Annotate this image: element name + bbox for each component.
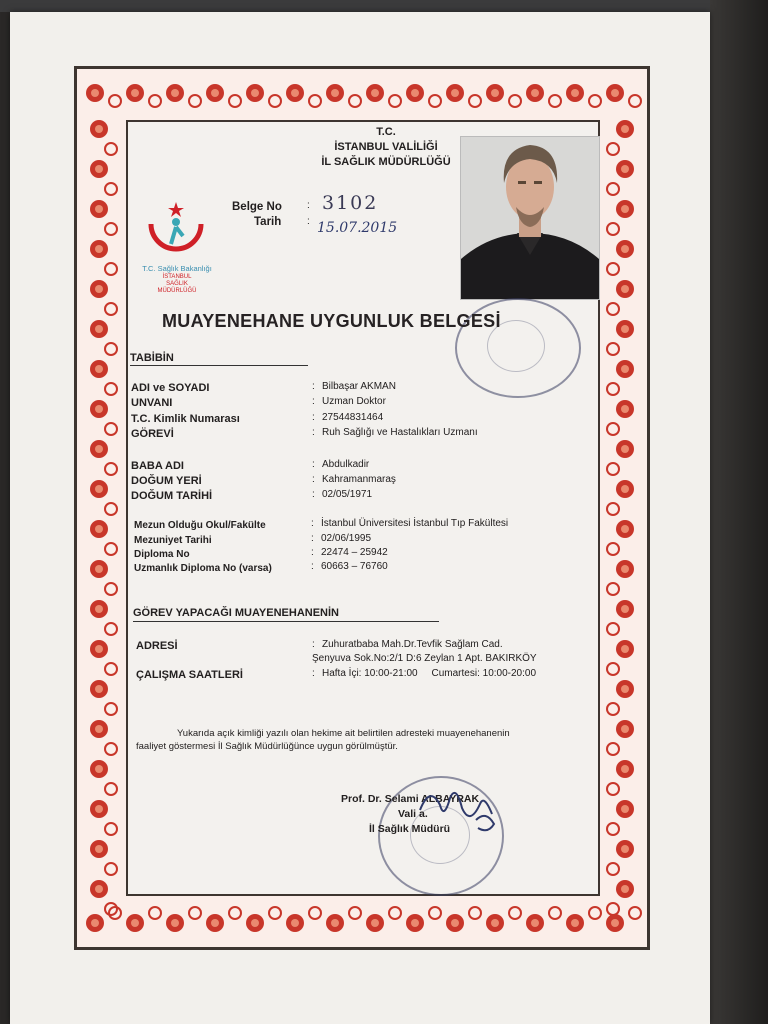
colon: : xyxy=(312,396,315,407)
vine-swirl xyxy=(607,903,619,915)
flower-motif xyxy=(206,84,224,102)
vine-swirl xyxy=(607,823,619,835)
vine-swirl xyxy=(607,223,619,235)
vine-swirl xyxy=(607,703,619,715)
flower-motif xyxy=(86,914,104,932)
flower-motif xyxy=(90,600,108,618)
flower-motif xyxy=(406,914,424,932)
portrait-image xyxy=(461,137,599,299)
field-label: UNVANI xyxy=(131,397,173,409)
vine-swirl xyxy=(349,95,361,107)
vine-swirl xyxy=(105,263,117,275)
vine-swirl xyxy=(229,95,241,107)
colon: : xyxy=(311,533,314,544)
colon: : xyxy=(312,474,315,485)
vine-swirl xyxy=(429,95,441,107)
handwritten-signature xyxy=(410,780,500,840)
section-title-tabib: TABİBİN xyxy=(130,352,174,364)
vine-swirl xyxy=(469,95,481,107)
vine-swirl xyxy=(607,303,619,315)
field-label: DOĞUM TARİHİ xyxy=(131,490,213,502)
field-label: BABA ADI xyxy=(131,460,184,472)
vine-swirl xyxy=(607,143,619,155)
vine-swirl xyxy=(105,463,117,475)
vine-swirl xyxy=(589,95,601,107)
vine-swirl xyxy=(105,343,117,355)
statement-line1: Yukarıda açık kimliği yazılı olan hekime ait belirtilen adresteki muayenehanenin xyxy=(177,728,510,739)
flower-motif xyxy=(526,914,544,932)
vine-swirl xyxy=(607,623,619,635)
vine-swirl xyxy=(469,907,481,919)
flower-motif xyxy=(246,84,264,102)
document-title: MUAYENEHANE UYGUNLUK BELGESİ xyxy=(162,311,501,331)
tarih-handwritten-value: 15.07.2015 xyxy=(317,220,398,236)
flower-motif xyxy=(616,280,634,298)
vine-swirl xyxy=(105,303,117,315)
belge-no-label: Belge No xyxy=(232,201,282,213)
vine-swirl xyxy=(607,543,619,555)
flower-motif xyxy=(126,914,144,932)
vine-swirl xyxy=(105,143,117,155)
tarih-label: Tarih xyxy=(254,216,282,228)
flower-motif xyxy=(606,914,624,932)
adres-line2: Şenyuva Sok.No:2/1 D:6 Zeylan 1 Apt. BAKIRKÖY xyxy=(312,653,537,664)
adres-line1: Zuhuratbaba Mah.Dr.Tevfik Sağlam Cad. xyxy=(322,639,503,650)
field-value: 02/05/1971 xyxy=(322,489,373,500)
logo-text-saglik: SAĞLIK xyxy=(166,281,188,287)
logo-text-mudurluk: MÜDÜRLÜĞÜ xyxy=(157,288,197,294)
flower-motif xyxy=(286,84,304,102)
colon: : xyxy=(312,459,315,470)
colon: : xyxy=(311,518,314,529)
flower-motif xyxy=(616,200,634,218)
field-label: GÖREVİ xyxy=(131,428,174,440)
vine-swirl xyxy=(105,863,117,875)
vine-swirl xyxy=(349,907,361,919)
field-value: 02/06/1995 xyxy=(321,533,372,544)
header-mudurluk: İL SAĞLIK MÜDÜRLÜĞÜ xyxy=(321,156,451,168)
vine-swirl xyxy=(629,907,641,919)
vine-swirl xyxy=(189,95,201,107)
belge-no-value: 3102 xyxy=(322,192,379,214)
vine-swirl xyxy=(105,543,117,555)
field-label: T.C. Kimlik Numarası xyxy=(131,413,240,425)
vine-swirl xyxy=(607,663,619,675)
field-label: Diploma No xyxy=(134,549,190,560)
flower-motif xyxy=(616,760,634,778)
vine-swirl xyxy=(309,907,321,919)
flower-motif xyxy=(406,84,424,102)
doctor-photo xyxy=(460,136,600,300)
colon: : xyxy=(312,412,315,423)
flower-motif xyxy=(616,640,634,658)
vine-swirl xyxy=(105,623,117,635)
flower-motif xyxy=(566,914,584,932)
flower-motif xyxy=(90,160,108,178)
vine-swirl xyxy=(607,583,619,595)
flower-motif xyxy=(326,914,344,932)
vine-swirl xyxy=(607,263,619,275)
flower-motif xyxy=(366,914,384,932)
flower-motif xyxy=(616,720,634,738)
flower-motif xyxy=(446,914,464,932)
statement-line2: faaliyet göstermesi İl Sağlık Müdürlüğünce uygun görülmüştür. xyxy=(136,741,398,752)
flower-motif xyxy=(616,800,634,818)
flower-motif xyxy=(286,914,304,932)
flower-motif xyxy=(90,800,108,818)
vine-swirl xyxy=(309,95,321,107)
calisma-saatleri-label: ÇALIŞMA SAATLERİ xyxy=(136,669,243,681)
vine-swirl xyxy=(607,343,619,355)
vine-swirl xyxy=(269,907,281,919)
field-label: DOĞUM YERİ xyxy=(131,475,202,487)
vine-swirl xyxy=(549,95,561,107)
flower-motif xyxy=(616,360,634,378)
vine-swirl xyxy=(105,703,117,715)
colon: : xyxy=(312,427,315,438)
flower-motif xyxy=(90,520,108,538)
field-value: Kahramanmaraş xyxy=(322,474,396,485)
field-value: İstanbul Üniversitesi İstanbul Tıp Fakültesi xyxy=(321,518,509,529)
vine-swirl xyxy=(589,907,601,919)
flower-motif xyxy=(90,840,108,858)
flower-motif xyxy=(486,84,504,102)
vine-swirl xyxy=(105,783,117,795)
flower-motif xyxy=(526,84,544,102)
flower-motif xyxy=(326,84,344,102)
flower-motif xyxy=(90,760,108,778)
flower-motif xyxy=(90,560,108,578)
flower-motif xyxy=(616,680,634,698)
flower-motif xyxy=(90,440,108,458)
flower-motif xyxy=(616,840,634,858)
flower-motif xyxy=(616,240,634,258)
colon: : xyxy=(307,200,310,211)
signatory-name: Prof. Dr. Selami ALBAYRAK xyxy=(341,793,480,805)
flower-motif xyxy=(616,600,634,618)
colon: : xyxy=(311,547,314,558)
vine-swirl xyxy=(149,95,161,107)
vine-swirl xyxy=(429,907,441,919)
flower-motif xyxy=(616,520,634,538)
flower-motif xyxy=(206,914,224,932)
field-label: ADI ve SOYADI xyxy=(131,382,210,394)
signatory-title1: Vali a. xyxy=(398,808,428,820)
vine-swirl xyxy=(105,823,117,835)
flower-motif xyxy=(90,680,108,698)
colon: : xyxy=(307,216,310,227)
field-label: Mezun Olduğu Okul/Fakülte xyxy=(134,520,266,531)
flower-motif xyxy=(90,640,108,658)
vine-swirl xyxy=(607,463,619,475)
vine-swirl xyxy=(509,95,521,107)
vine-swirl xyxy=(389,907,401,919)
colon: : xyxy=(312,668,315,679)
flower-motif xyxy=(90,320,108,338)
flower-motif xyxy=(90,720,108,738)
ministry-logo-icon xyxy=(143,200,209,262)
vine-swirl xyxy=(105,743,117,755)
flower-motif xyxy=(166,84,184,102)
logo-text-istanbul: İSTANBUL xyxy=(162,274,192,280)
vine-swirl xyxy=(189,907,201,919)
flower-motif xyxy=(90,360,108,378)
flower-motif xyxy=(126,84,144,102)
flower-motif xyxy=(90,480,108,498)
flower-motif xyxy=(90,400,108,418)
field-value: 22474 – 25942 xyxy=(321,547,388,558)
flower-motif xyxy=(86,84,104,102)
top-edge xyxy=(0,0,768,12)
flower-motif xyxy=(486,914,504,932)
section-underline xyxy=(133,621,439,622)
section-underline xyxy=(130,365,308,366)
vine-swirl xyxy=(607,383,619,395)
calisma-saatleri-value: Hafta İçi: 10:00-21:00 Cumartesi: 10:00-20:00 xyxy=(322,668,537,679)
vine-swirl xyxy=(509,907,521,919)
vine-swirl xyxy=(149,907,161,919)
adres-label: ADRESİ xyxy=(136,640,178,652)
vine-swirl xyxy=(229,907,241,919)
header-tc: T.C. xyxy=(376,126,396,138)
flower-motif xyxy=(616,160,634,178)
flower-motif xyxy=(616,560,634,578)
flower-motif xyxy=(166,914,184,932)
vine-swirl xyxy=(389,95,401,107)
vine-swirl xyxy=(105,383,117,395)
flower-motif xyxy=(616,480,634,498)
flower-motif xyxy=(616,440,634,458)
flower-motif xyxy=(616,880,634,898)
vine-swirl xyxy=(105,423,117,435)
vine-swirl xyxy=(105,223,117,235)
flower-motif xyxy=(616,320,634,338)
logo-text-ministry: T.C. Sağlık Bakanlığı xyxy=(142,264,212,273)
colon: : xyxy=(312,489,315,500)
vine-swirl xyxy=(607,863,619,875)
vine-swirl xyxy=(105,183,117,195)
vine-swirl xyxy=(629,95,641,107)
colon: : xyxy=(312,639,315,650)
field-value: 27544831464 xyxy=(322,412,384,423)
flower-motif xyxy=(90,120,108,138)
flower-motif xyxy=(90,200,108,218)
field-value: 60663 – 76760 xyxy=(321,561,388,572)
flower-motif xyxy=(90,280,108,298)
vine-swirl xyxy=(549,907,561,919)
flower-motif xyxy=(446,84,464,102)
field-label: Mezuniyet Tarihi xyxy=(134,535,212,546)
signatory-title2: İl Sağlık Müdürü xyxy=(369,823,451,835)
field-value: Uzman Doktor xyxy=(322,396,386,407)
vine-swirl xyxy=(607,743,619,755)
flower-motif xyxy=(616,120,634,138)
vine-swirl xyxy=(105,663,117,675)
colon: : xyxy=(312,381,315,392)
vine-swirl xyxy=(607,503,619,515)
flower-motif xyxy=(566,84,584,102)
colon: : xyxy=(311,561,314,572)
vine-swirl xyxy=(607,783,619,795)
vine-swirl xyxy=(607,183,619,195)
flower-motif xyxy=(90,240,108,258)
flower-motif xyxy=(616,400,634,418)
field-label: Uzmanlık Diploma No (varsa) xyxy=(134,563,272,574)
flower-motif xyxy=(90,880,108,898)
vine-swirl xyxy=(105,583,117,595)
vine-swirl xyxy=(109,95,121,107)
flower-motif xyxy=(366,84,384,102)
vine-swirl xyxy=(269,95,281,107)
vine-swirl xyxy=(105,503,117,515)
vine-swirl xyxy=(607,423,619,435)
header-valilik: İSTANBUL VALİLİĞİ xyxy=(334,141,438,153)
flower-motif xyxy=(246,914,264,932)
field-value: Ruh Sağlığı ve Hastalıkları Uzmanı xyxy=(322,427,478,438)
background-surface xyxy=(710,0,768,1024)
flower-motif xyxy=(606,84,624,102)
section-title-muayenehane: GÖREV YAPACAĞI MUAYENEHANENİN xyxy=(133,607,339,619)
field-value: Bilbaşar AKMAN xyxy=(322,381,396,392)
field-value: Abdulkadir xyxy=(322,459,370,470)
